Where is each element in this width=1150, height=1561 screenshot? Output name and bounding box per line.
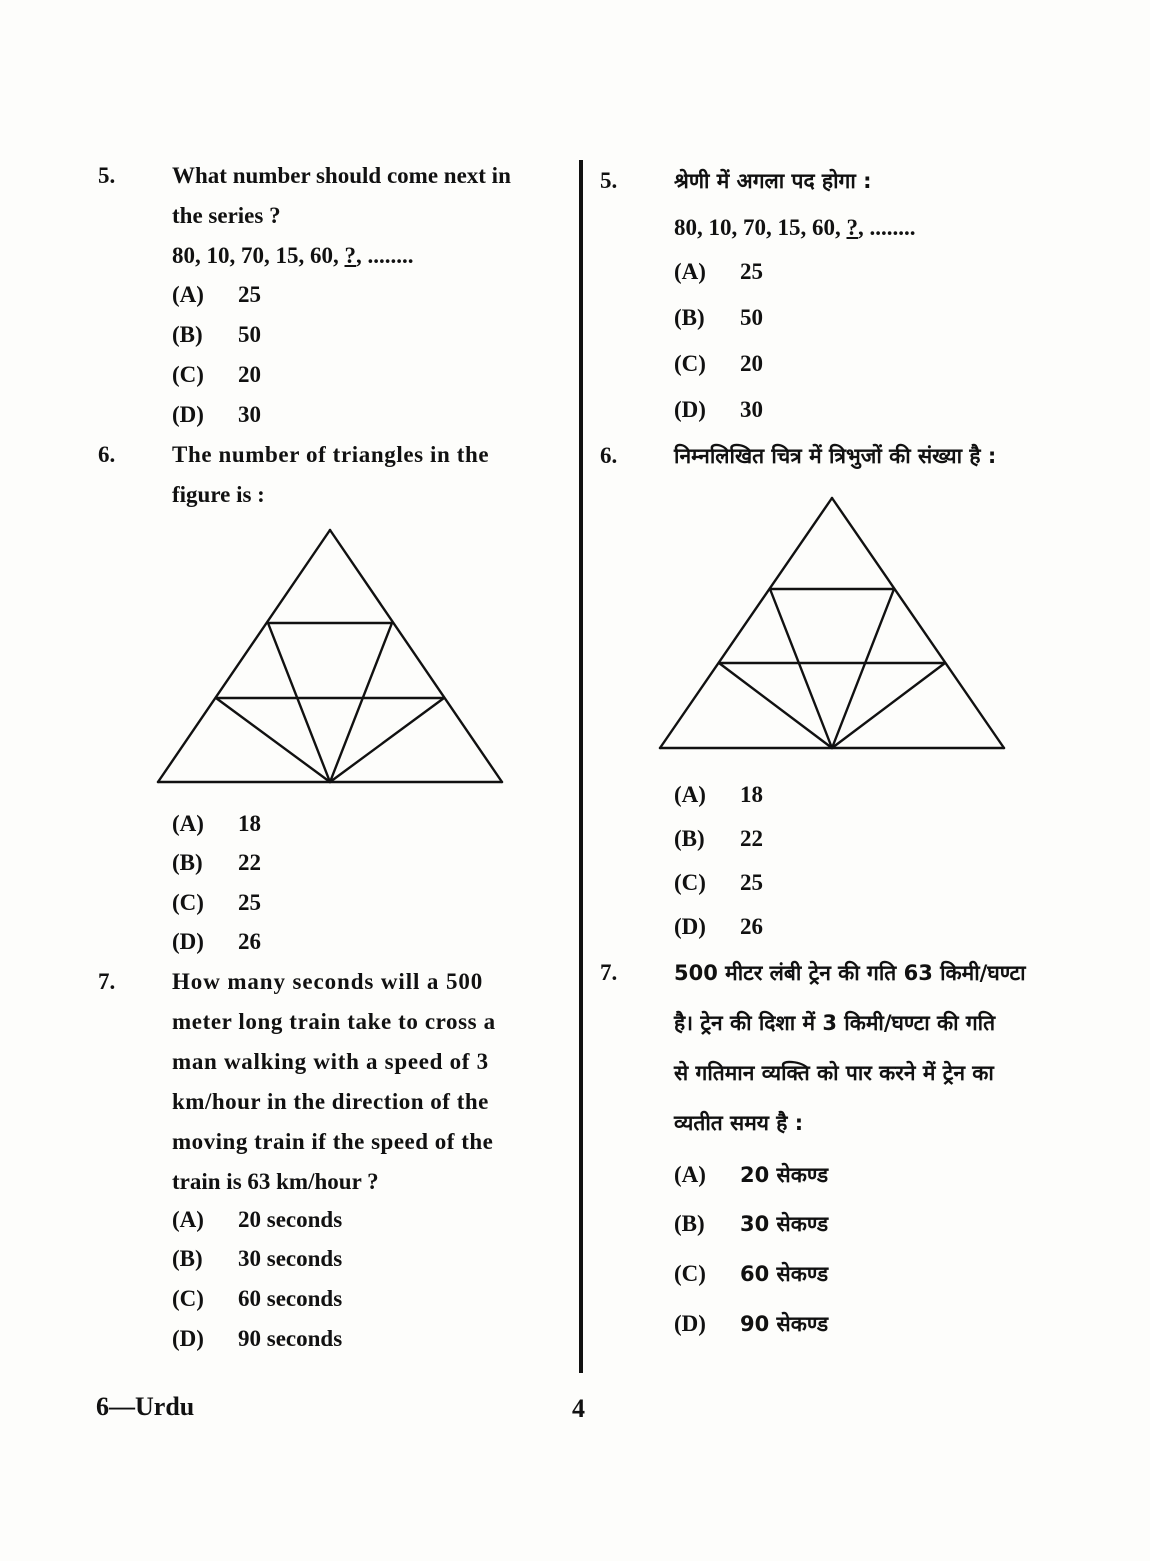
q7-option-c-value: 60 seconds — [238, 1286, 343, 1311]
series-values: 80, 10, 70, 15, 60, — [172, 243, 345, 268]
booklet-code: 6—Urdu — [96, 1392, 195, 1421]
question-5-number: 5. — [98, 163, 116, 188]
outer-right-edge — [832, 498, 1004, 748]
hindi-question-7-text-line1: 500 मीटर लंबी ट्रेन की गति 63 किमी/घण्टा — [674, 961, 1026, 985]
q5-option-d-value: 30 — [238, 402, 261, 427]
hindi-q7-option-d-label: (D) — [674, 1311, 706, 1336]
question-7-text-line5: moving train if the speed of the — [172, 1129, 494, 1154]
q5-option-b-label: (B) — [172, 322, 203, 347]
q5-option-a-label: (A) — [172, 282, 204, 307]
q6-option-b-label: (B) — [172, 850, 203, 875]
hindi-q6-option-d-value: 26 — [740, 914, 763, 939]
hindi-question-5-number: 5. — [600, 168, 618, 193]
page-number: 4 — [572, 1394, 585, 1423]
hindi-q7-option-c-value: 60 सेकण्ड — [740, 1262, 829, 1286]
hindi-question-7-text-line2: है। ट्रेन की दिशा में 3 किमी/घण्टा की गति — [674, 1011, 996, 1035]
hindi-q7-option-a-value: 20 सेकण्ड — [740, 1163, 829, 1187]
question-7-text-line2: meter long train take to cross a — [172, 1009, 496, 1034]
series-blank: ? — [344, 243, 356, 268]
question-5-text-line1: What number should come next in — [172, 163, 511, 188]
q6-option-b-value: 22 — [238, 850, 261, 875]
hindi-q7-option-c-label: (C) — [674, 1261, 706, 1286]
triangle-figure — [150, 520, 510, 790]
q6-option-a-label: (A) — [172, 811, 204, 836]
q7-option-b-value: 30 seconds — [238, 1246, 343, 1271]
hindi-q5-option-a-label: (A) — [674, 259, 706, 284]
hindi-q5-option-c-label: (C) — [674, 351, 706, 376]
hindi-q7-option-a-label: (A) — [674, 1162, 706, 1187]
hindi-q7-option-b-label: (B) — [674, 1211, 705, 1236]
question-5-text-line2: the series ? — [172, 203, 281, 228]
q5-option-b-value: 50 — [238, 322, 261, 347]
q6-option-a-value: 18 — [238, 811, 261, 836]
q7-option-d-value: 90 seconds — [238, 1326, 343, 1351]
hindi-question-6-number: 6. — [600, 443, 618, 468]
q5-option-a-value: 25 — [238, 282, 261, 307]
question-5-series — [172, 236, 414, 276]
q5-option-d-label: (D) — [172, 402, 204, 427]
question-7-text-line3: man walking with a speed of 3 — [172, 1049, 489, 1074]
hindi-question-7-text-line4: व्यतीत समय है : — [674, 1111, 804, 1135]
hindi-q5-option-c-value: 20 — [740, 351, 763, 376]
question-7-text-line6: train is 63 km/hour ? — [172, 1169, 379, 1194]
hindi-q7-option-d-value: 90 सेकण्ड — [740, 1312, 829, 1336]
q6-option-d-label: (D) — [172, 929, 204, 954]
q7-option-d-label: (D) — [172, 1326, 204, 1351]
q6-option-c-value: 25 — [238, 890, 261, 915]
hindi-q6-option-b-value: 22 — [740, 826, 763, 851]
q6-option-c-label: (C) — [172, 890, 204, 915]
q7-option-c-label: (C) — [172, 1286, 204, 1311]
outer-left-edge — [158, 530, 330, 782]
hindi-q7-option-b-value: 30 सेकण्ड — [740, 1212, 829, 1236]
hindi-q6-option-a-value: 18 — [740, 782, 763, 807]
q7-option-b-label: (B) — [172, 1246, 203, 1271]
hindi-q6-option-c-value: 25 — [740, 870, 763, 895]
hindi-q6-option-a-label: (A) — [674, 782, 706, 807]
question-6-text-line1: The number of triangles in the — [172, 442, 490, 467]
hindi-question-7-text-line3: से गतिमान व्यक्ति को पार करने में ट्रेन का — [674, 1061, 994, 1085]
hindi-triangle-figure — [652, 488, 1012, 758]
outer-left-edge — [660, 498, 832, 748]
question-7-number: 7. — [98, 969, 116, 994]
series-ellipsis: , ........ — [858, 215, 916, 240]
question-6-number: 6. — [98, 442, 116, 467]
outer-right-edge — [330, 530, 502, 782]
hindi-question-6-text: निम्नलिखित चित्र में त्रिभुजों की संख्या है : — [674, 444, 997, 468]
hindi-q5-option-d-label: (D) — [674, 397, 706, 422]
hindi-q6-option-d-label: (D) — [674, 914, 706, 939]
hindi-question-5-text: श्रेणी में अगला पद होगा : — [674, 169, 872, 193]
q6-option-d-value: 26 — [238, 929, 261, 954]
hindi-q5-option-a-value: 25 — [740, 259, 763, 284]
q7-option-a-label: (A) — [172, 1207, 204, 1232]
question-7-text-line4: km/hour in the direction of the — [172, 1089, 489, 1114]
hindi-q6-option-c-label: (C) — [674, 870, 706, 895]
hindi-question-7-number: 7. — [600, 960, 618, 985]
q5-option-c-value: 20 — [238, 362, 261, 387]
column-divider — [579, 160, 583, 1373]
series-ellipsis: , ........ — [356, 243, 414, 268]
hindi-q6-option-b-label: (B) — [674, 826, 705, 851]
q5-option-c-label: (C) — [172, 362, 204, 387]
hindi-q5-option-b-value: 50 — [740, 305, 763, 330]
series-blank: ? — [846, 215, 858, 240]
question-7-text-line1: How many seconds will a 500 — [172, 969, 484, 994]
series-values: 80, 10, 70, 15, 60, — [674, 215, 847, 240]
question-6-text-line2: figure is : — [172, 482, 265, 507]
hindi-question-5-series — [674, 208, 916, 248]
q7-option-a-value: 20 seconds — [238, 1207, 343, 1232]
hindi-q5-option-d-value: 30 — [740, 397, 763, 422]
hindi-q5-option-b-label: (B) — [674, 305, 705, 330]
